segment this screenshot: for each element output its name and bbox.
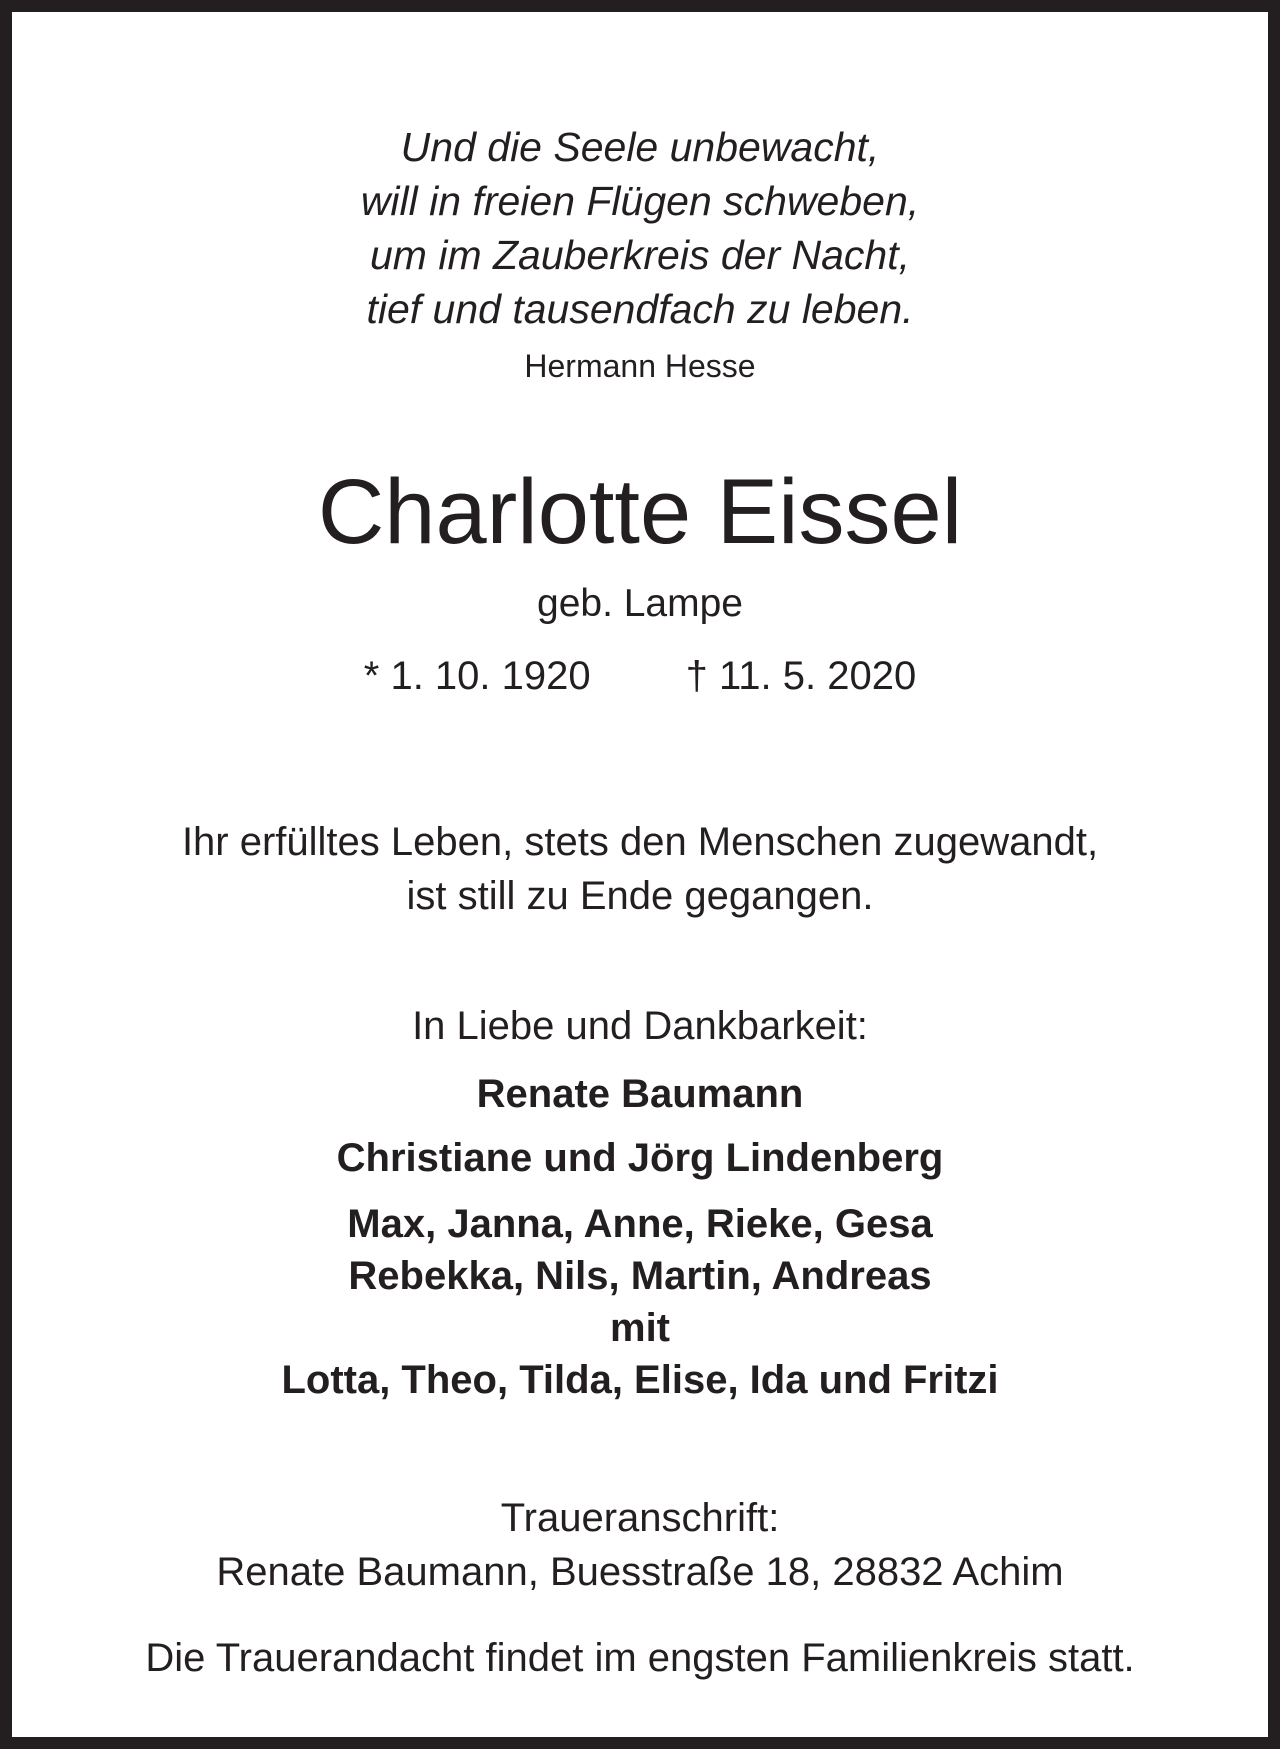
tribute-line: ist still zu Ende gegangen.: [406, 874, 874, 918]
tribute-line: Ihr erfülltes Leben, stets den Menschen zugewandt,: [181, 820, 1099, 864]
mourners-intro: In Liebe und Dankbarkeit:: [412, 1004, 868, 1048]
poem-line: tief und tausendfach zu leben.: [366, 286, 914, 332]
poem-line: will in freien Flügen schweben,: [360, 178, 920, 224]
mourner-line: mit: [610, 1306, 670, 1350]
mourner-line: Max, Janna, Anne, Rieke, Gesa: [347, 1202, 933, 1246]
address-value: Renate Baumann, Buesstraße 18, 28832 Achim: [216, 1550, 1064, 1594]
mourner-line: Renate Baumann: [476, 1072, 804, 1116]
service-note: Die Trauerandacht findet im engsten Familienkreis statt.: [145, 1636, 1135, 1680]
mourner-line: Christiane und Jörg Lindenberg: [336, 1136, 944, 1180]
death-date: † 11. 5. 2020: [685, 654, 917, 698]
address-label: Traueranschrift:: [500, 1496, 780, 1540]
maiden-name: geb. Lampe: [537, 582, 743, 625]
poem-author: Hermann Hesse: [524, 348, 756, 384]
mourner-line: Lotta, Theo, Tilda, Elise, Ida und Fritzi: [281, 1358, 999, 1402]
deceased-name: Charlotte Eissel: [317, 461, 963, 563]
poem-line: Und die Seele unbewacht,: [400, 124, 880, 170]
poem-line: um im Zauberkreis der Nacht,: [369, 232, 910, 278]
life-dates: [12, 654, 1268, 699]
mourner-line: Rebekka, Nils, Martin, Andreas: [348, 1254, 932, 1298]
birth-date: * 1. 10. 1920: [363, 654, 591, 698]
